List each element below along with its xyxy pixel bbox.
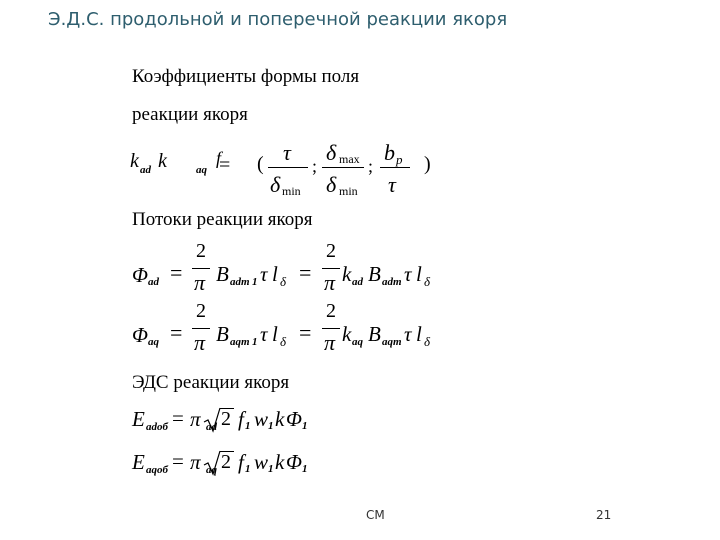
fraction2-numerator-delta: δ	[326, 140, 337, 165]
fraction2-max-label: max	[339, 152, 360, 166]
fraction-denominator-pi: π	[194, 330, 206, 355]
phi-symbol: Φ	[132, 323, 148, 347]
pi-subscript: ad	[206, 421, 217, 433]
delta-subscript: δ	[280, 274, 287, 289]
E-subscript: aqoб	[146, 464, 168, 476]
phi-symbol: Φ	[286, 450, 302, 474]
equals-sign: =	[299, 260, 312, 285]
emf-heading: ЭДС реакции якоря	[132, 372, 290, 393]
B-symbol: B	[216, 322, 229, 346]
fraction1-min-label: min	[282, 184, 301, 198]
fraction2-min-label: min	[339, 184, 358, 198]
fraction-bar	[322, 328, 340, 329]
phi-subscript-one: 1	[302, 463, 308, 475]
B-subscript: adm	[382, 276, 402, 288]
f-symbol: f	[238, 450, 244, 474]
B-symbol: B	[216, 262, 229, 286]
footer-author: СМ	[366, 508, 385, 522]
l-symbol: l	[272, 262, 278, 286]
fraction3-denominator-tau: τ	[388, 172, 396, 197]
equals-sign: =	[170, 260, 183, 285]
fraction3-p-label: p	[396, 152, 403, 167]
tau-symbol: τ	[404, 322, 412, 346]
equals-sign: =	[170, 320, 183, 345]
fraction3-numerator-b: b	[384, 140, 395, 165]
f-subscript-one: 1	[245, 463, 251, 475]
pi-symbol: π	[190, 450, 201, 474]
k-symbol: k	[275, 450, 285, 474]
equals-sign: =	[219, 154, 231, 176]
phi-symbol: Φ	[286, 407, 302, 431]
k-subscript: aq	[352, 336, 363, 348]
pi-subscript: aq	[206, 464, 217, 476]
E-subscript: adoб	[146, 421, 168, 433]
phi-subscript-one: 1	[302, 420, 308, 432]
delta-subscript: δ	[280, 334, 287, 349]
sqrt-two: 2	[221, 451, 231, 473]
separator-2: ;	[368, 156, 374, 176]
pi-symbol: π	[190, 407, 201, 431]
slide-title: Э.Д.С. продольной и поперечной реакции якоря	[48, 9, 508, 30]
right-paren: )	[424, 153, 431, 175]
page-number: 21	[596, 508, 612, 522]
fraction-numerator-two: 2	[326, 240, 336, 262]
k-aq-subscript: aq	[196, 164, 207, 176]
w-symbol: w	[254, 450, 269, 474]
B-subscript: aqm	[382, 336, 402, 348]
B-subscript-one: 1	[252, 336, 258, 348]
fraction-denominator-pi: π	[324, 330, 336, 355]
w-symbol: w	[254, 407, 269, 431]
k-ad-symbol: k	[130, 150, 139, 172]
delta-subscript: δ	[424, 334, 431, 349]
fraction-bar	[192, 268, 210, 269]
fraction-denominator-pi: π	[324, 270, 336, 295]
fraction-numerator-two: 2	[196, 300, 206, 322]
fraction-denominator-pi: π	[194, 270, 206, 295]
phi-subscript: ad	[148, 276, 159, 288]
E-symbol: E	[132, 407, 145, 431]
k-ad-subscript: ad	[140, 164, 151, 176]
form-factor-line-1: Коэффициенты формы поля	[132, 66, 360, 87]
fraction1-denominator-delta: δ	[270, 172, 281, 197]
k-subscript: ad	[352, 276, 363, 288]
l-symbol: l	[416, 322, 422, 346]
tau-symbol: τ	[260, 262, 268, 286]
form-factor-line-2: реакции якоря	[132, 104, 248, 125]
k-symbol: k	[342, 322, 352, 346]
equals-sign: =	[172, 449, 184, 473]
k-symbol: k	[275, 407, 285, 431]
w-subscript-one: 1	[268, 420, 274, 432]
E-symbol: E	[132, 450, 145, 474]
fraction2-bar	[322, 167, 364, 168]
sqrt-sign	[204, 408, 222, 432]
fraction-numerator-two: 2	[326, 300, 336, 322]
B-symbol: B	[368, 262, 381, 286]
equals-sign: =	[299, 320, 312, 345]
l-symbol: l	[272, 322, 278, 346]
sqrt-sign	[204, 451, 222, 475]
B-subscript: aqm	[230, 336, 250, 348]
l-symbol: l	[416, 262, 422, 286]
fraction2-denominator-delta: δ	[326, 172, 337, 197]
w-subscript-one: 1	[268, 463, 274, 475]
sqrt-two: 2	[221, 408, 231, 430]
fraction1-bar	[268, 167, 308, 168]
k-aq-symbol: k	[158, 150, 167, 172]
fraction1-numerator-tau: τ	[283, 140, 291, 165]
fraction-numerator-two: 2	[196, 240, 206, 262]
f-subscript-one: 1	[245, 420, 251, 432]
f-symbol: f	[238, 407, 244, 431]
delta-subscript: δ	[424, 274, 431, 289]
left-paren: (	[257, 153, 264, 175]
flux-heading: Потоки реакции якоря	[132, 209, 313, 230]
B-symbol: B	[368, 322, 381, 346]
tau-symbol: τ	[260, 322, 268, 346]
equals-sign: =	[172, 406, 184, 430]
function-f: f	[216, 148, 222, 168]
fraction3-bar	[380, 167, 410, 168]
k-symbol: k	[342, 262, 352, 286]
fraction-bar	[192, 328, 210, 329]
phi-subscript: aq	[148, 336, 159, 348]
B-subscript-one: 1	[252, 276, 258, 288]
B-subscript: adm	[230, 276, 250, 288]
tau-symbol: τ	[404, 262, 412, 286]
phi-symbol: Φ	[132, 263, 148, 287]
fraction-bar	[322, 268, 340, 269]
separator-1: ;	[312, 156, 318, 176]
